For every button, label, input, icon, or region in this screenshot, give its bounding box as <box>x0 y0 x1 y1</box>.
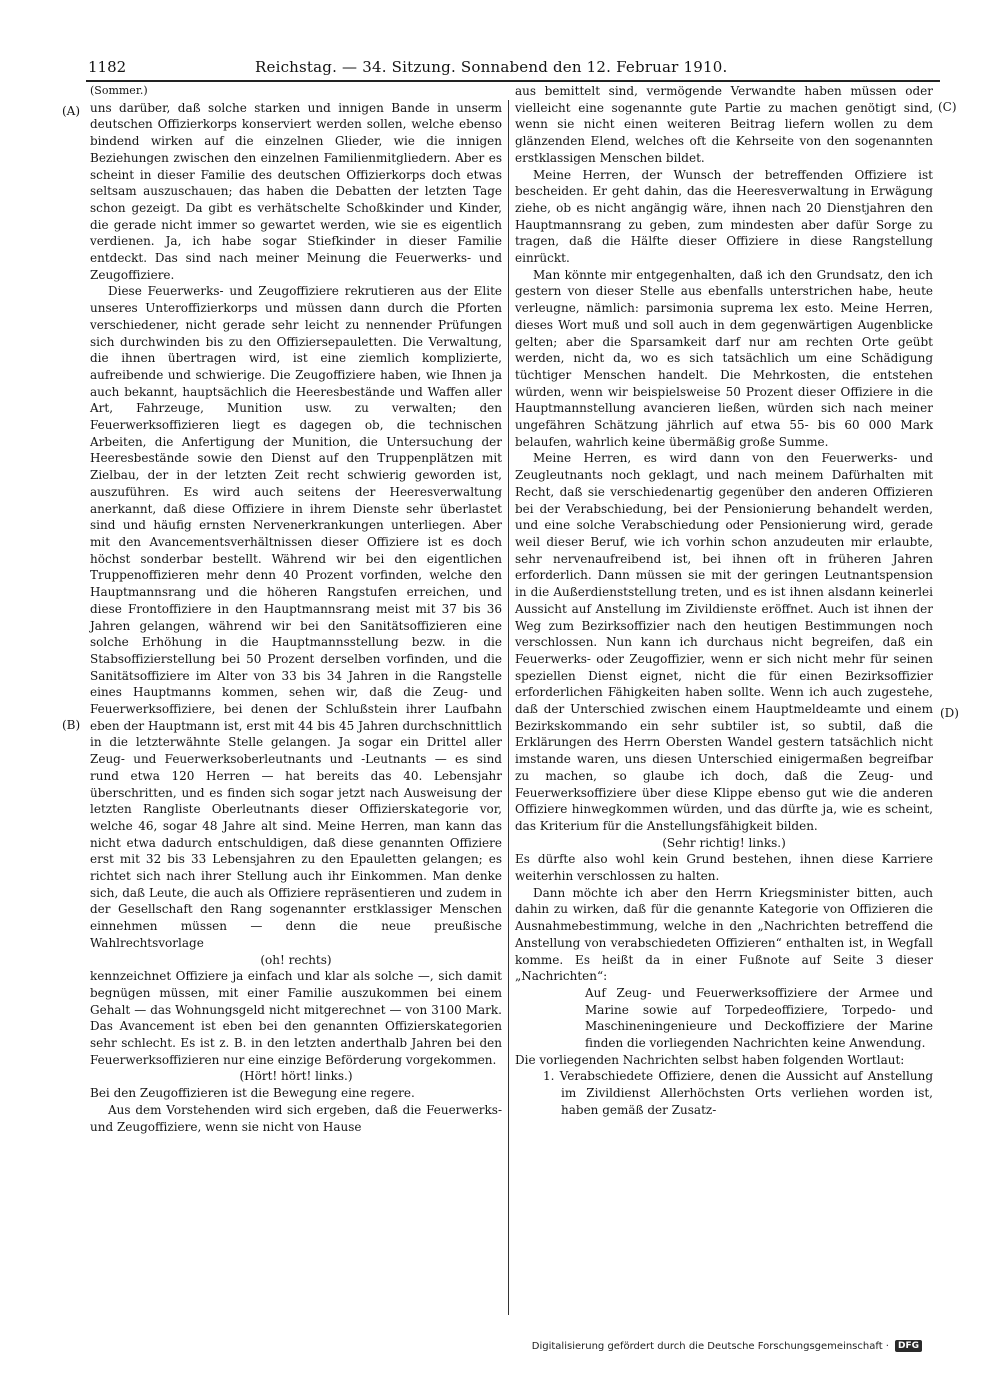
quoted-footnote: Auf Zeug- und Feuerwerksoffiziere der Armee und Marine sowie auf Torpedeoffiziere, Torpedo- und Maschineningenieure und Deckoffiziere der Marine finden die vorliegenden Nachrichten keine Anwendung. <box>585 985 933 1051</box>
paragraph: Dann möchte ich aber den Herrn Kriegsminister bitten, auch dahin zu wirken, daß für die genannte Kategorie von Offizieren die Ausnahmebestimmung, welche in den „Nachrichten betreffend die Anstellung von verabschiedeten Offizieren“ enthalten ist, in Wegfall komme. Es heißt da in einer Fußnote auf Seite 3 dieser „Nachrichten“: <box>515 885 933 984</box>
column-divider <box>508 100 509 1315</box>
paragraph: Die vorliegenden Nachrichten selbst haben folgenden Wortlaut: <box>515 1052 905 1067</box>
margin-marker-b: (B) <box>62 718 81 732</box>
margin-marker-d: (D) <box>940 706 959 720</box>
left-column <box>90 83 502 1135</box>
margin-marker-c: (C) <box>938 100 957 114</box>
paragraph: Meine Herren, es wird dann von den Feuerwerks- und Zeugleutnants noch geklagt, und nach meinem Dafürhalten mit Recht, daß sie verschiedenartig gegenüber den anderen Offizieren bei der Verabschiedung, bei der Pensionierung behandelt werden, und eine solche Verabschiedung oder Pensionierung wird, gerade weil dieser Beruf, wie ich vorhin schon anzudeuten mir erlaubte, sehr nervenaufreibend ist, bei ihnen oft in früheren Jahren erforderlich. Dann müssen sie mit der geringen Leutnantspension in die Außerdienststellung treten, und es ist ihnen alsdann keinerlei Aussicht auf Anstellung im Zivildienste eröffnet. Auch ist ihnen der Weg zum Bezirksoffizier nach den heutigen Bestimmungen noch verschlossen. Nun kann ich durchaus nicht begreifen, daß ein Feuerwerks- oder Zeugoffizier, wenn er sich nicht mehr für seinen speziellen Dienst eignet, nicht die für einen Bezirksoffizier erforderlichen Fähigkeiten haben sollte. Wenn ich auch zugestehe, daß der Unterschied zwischen einem Hauptmeldeamte und einem Bezirkskommando ein sehr subtiler ist, so subtil, daß die Erklärungen des Herrn Obersten Wandel gestern tatsächlich nicht imstande waren, uns diesen Unterschied einigermaßen begreifbar zu machen, so glaube ich doch, daß die Zeug- und Feuerwerksoffiziere über diese Klippe ebenso gut wie die anderen Offiziere hinwegkommen würden, und das dürfte ja, wie es scheint, das Kriterium für die Anstellungsfähigkeit bilden. <box>515 451 933 833</box>
footer <box>532 1340 922 1352</box>
interjection: (oh! rechts) <box>260 952 332 967</box>
paragraph: Aus dem Vorstehenden wird sich ergeben, daß die Feuerwerks- und Zeugoffiziere, wenn sie nicht von Hause <box>90 1102 502 1134</box>
paragraph: Man könnte mir entgegenhalten, daß ich den Grundsatz, den ich gestern von dieser Stelle aus ebenfalls unterstrichen habe, heute verleugne, nämlich: parsimonia suprema lex esto. Meine Herren, dieses Wort muß und soll auch in dem gegenwärtigen Augenblicke gelten; aber die Sparsamkeit darf nur am rechten Orte geübt werden, nicht da, wo es sich tatsächlich um eine Schädigung tüchtiger Menschen handelt. Die Mehrkosten, die entstehen würden, wenn wir beispielsweise 50 Prozent dieser Offiziere in die Hauptmannstellung avancieren ließen, würden sich nach meiner ungefähren Schätzung jährlich auf etwa 55- bis 60 000 Mark belaufen, wahrlich keine übermäßig große Summe. <box>515 267 933 449</box>
paragraph: uns darüber, daß solche starken und innigen Bande in unserm deutschen Offizierkorps konserviert werden sollen, welche ebenso bindend wirken auf die einzelnen Glieder, wie die innigen Beziehungen zwischen den einzelnen Familienmitgliedern. Aber es scheint in dieser Familie des deutschen Offizierkorps doch etwas seltsam auszuschauen; das haben die Debatten der letzten Tage schon gezeigt. Da gibt es verhätschelte Schoßkinder und Kinder, die gerade nicht immer so gewartet werden, wie sie es eigentlich verdienen. Ja, ich habe sogar Stiefkinder in dieser Familie entdeckt. Das sind nach meiner Meinung die Feuerwerks- und Zeugoffiziere. <box>90 100 502 282</box>
page-number: 1182 <box>88 58 127 76</box>
interjection: (Hört! hört! links.) <box>239 1069 353 1084</box>
header-rule <box>86 80 940 82</box>
paragraph: Bei den Zeugoffizieren ist die Bewegung eine regere. <box>90 1086 415 1101</box>
right-column <box>515 83 933 1119</box>
paragraph: Es dürfte also wohl kein Grund bestehen, ihnen diese Karriere weiterhin verschlossen zu halten. <box>515 852 933 884</box>
paragraph: Diese Feuerwerks- und Zeugoffiziere rekrutieren aus der Elite unseres Unteroffizierkorps und müssen dann durch die Pforten verschiedener, nicht gerade sehr leicht zu nennender Prüfungen sich durchwinden bis zu den Offiziersepauletten. Die Verwaltung, die ihnen übertragen wird, ist eine ziemlich komplizierte, aufreibende und schwierige. Die Zeugoffiziere haben, wie Ihnen ja auch bekannt, hauptsächlich die Heeresbestände und Waffen aller Art, Fahrzeuge, Munition usw. zu verwalten; den Feuerwerksoffizieren liegt es dagegen ob, die technischen Arbeiten, die Anfertigung der Munition, die Untersuchung der Heeresbestände sowie den Dienst auf den Truppenplätzen mit Zielbau, der in der letzten Zeit recht schwierig geworden ist, auszuführen. Es wird auch seitens der Heeresverwaltung anerkannt, daß diese Offiziere in ihrem Dienste sehr überlastet sind und häufig ernsten Nervenerkrankungen unterliegen. Aber mit den Avancementsverhältnissen dieser Offiziere ist es doch höchst sonderbar bestellt. Während wir bei den eigentlichen Truppenoffizieren mehr denn 40 Prozent vorfinden, welche den Hauptmannsrang und die höheren Rangstufen erreichen, und diese Frontoffiziere in den Hauptmannsrang meist mit 37 bis 36 Jahren gelangen, während wir bei den Sanitätsoffizieren eine solche Erhöhung in die Hauptmannsstellung bezw. in die Stabsoffizierstellung bei 50 Prozent derselben vorfinden, und die Sanitätsoffiziere im Alter von 33 bis 34 Jahren in die Rangstelle eines Hauptmanns kommen, sehen wir, daß die Zeug- und Feuerwerksoffiziere, bei denen der Schlußstein ihrer Laufbahn eben der Hauptmann ist, erst mit 44 bis 45 Jahren durchschnittlich in die letzterwähnte Stelle gelangen. Ja sogar ein Drittel aller Zeug- und Feuerwerksoberleutnants und -Leutnants — es sind rund etwa 120 Herren — hat bereits das 40. Lebensjahr überschritten, und es finden sich sogar jetzt nach Ausweisung der letzten Rangliste Oberleutnants dieser Offizierskategorie vor, welche 46, sogar 48 Jahre alt sind. Meine Herren, man kann das nicht etwa dadurch entschuldigen, daß diese genannten Offiziere erst mit 32 bis 33 Lebensjahren zu den Epauletten gelangen; es richtet sich nach ihrer Stellung auch ihr Einkommen. Man denke sich, daß Leute, die auch als Offiziere repräsentieren und zudem in der Gesellschaft den Rang sogenannter erstklassiger Menschen einnehmen müssen — denn die neue preußische Wahlrechtsvorlage <box>90 284 502 950</box>
margin-marker-a: (A) <box>62 104 81 118</box>
speaker-label: (Sommer.) <box>90 84 148 97</box>
paragraph: Meine Herren, der Wunsch der betreffenden Offiziere ist bescheiden. Er geht dahin, das die Heeresverwaltung in Erwägung ziehe, ob es nicht angängig wäre, ihnen nach 20 Dienstjahren den Hauptmannsrang zu geben, zum mindesten aber dafür Sorge zu tragen, daß die Hälfte dieser Offiziere in diese Rangstellung einrückt. <box>515 167 933 266</box>
paragraph: kennzeichnet Offiziere ja einfach und klar als solche —, sich damit begnügen müssen, mit einer Familie auszukommen bei einem Gehalt — das Wohnungsgeld nicht mitgerechnet — von 3100 Mark. Das Avancement ist eben bei den genannten Offizierskategorien sehr schlecht. Es ist z. B. in den letzten anderthalb Jahren bei den Feuerwerksoffizieren nur eine einzige Beförderung vorgekommen. <box>90 969 502 1067</box>
interjection: (Sehr richtig! links.) <box>662 835 786 850</box>
paragraph: aus bemittelt sind, vermögende Verwandte haben müssen oder vielleicht eine sogenannte gute Partie zu machen genötigt sind, wenn sie nicht einen weiteren Beitrag liefern wollen zu dem glänzenden Elend, welches oft die Kehrseite von den sogenannten erstklassigen Menschen bildet. <box>515 84 933 165</box>
footer-credit: Digitalisierung gefördert durch die Deutsche Forschungsgemeinschaft · <box>531 1340 889 1352</box>
running-header: Reichstag. — 34. Sitzung. Sonnabend den 12. Februar 1910. <box>255 58 728 76</box>
numbered-item: 1. Verabschiedete Offiziere, denen die Aussicht auf Anstellung im Zivildienst Allerhöchsten Orts verliehen worden ist, haben gemäß der Zusatz- <box>543 1069 933 1117</box>
dfg-logo: DFG <box>895 1340 922 1352</box>
